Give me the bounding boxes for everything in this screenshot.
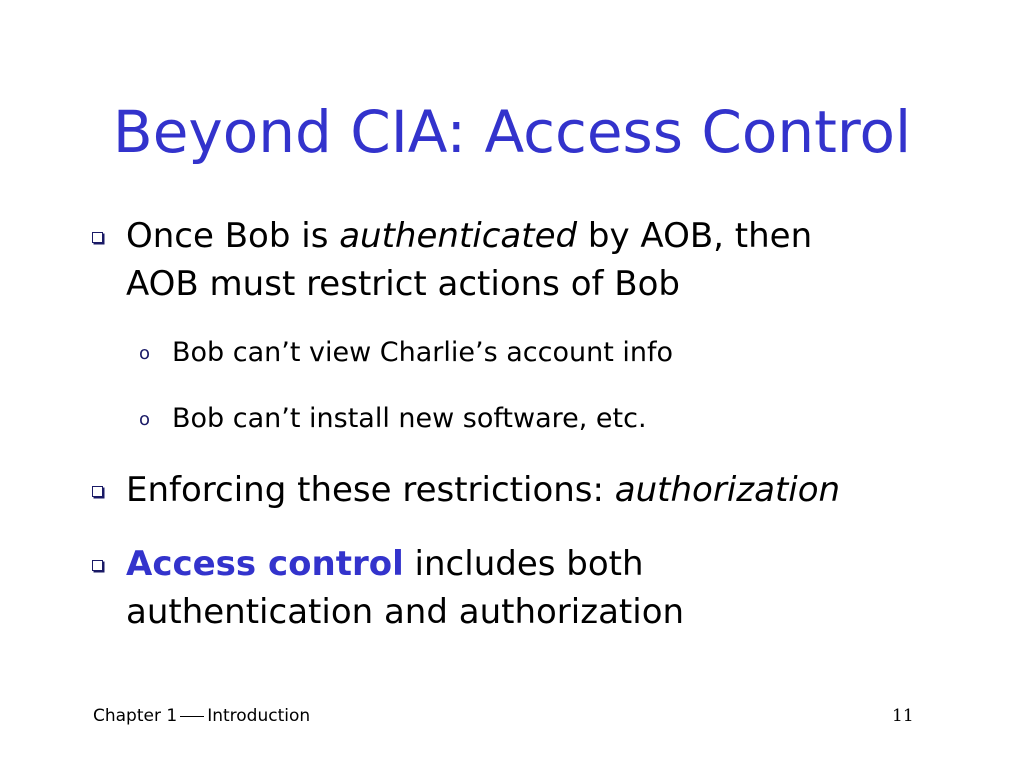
sub-bullet-1: Bob can’t view Charlie’s account info	[172, 337, 674, 368]
sub-bullet-1-marker: o	[139, 343, 151, 364]
bullet-1-text-a: Once Bob is	[126, 216, 340, 256]
footer-dash	[180, 716, 204, 717]
bullet-3-line-2: authentication and authorization	[126, 592, 685, 632]
page-number: 11	[892, 706, 914, 726]
footer-chapter-label: Chapter 1	[93, 706, 178, 726]
square-bullet-icon	[92, 232, 103, 243]
footer-chapter	[93, 706, 310, 726]
square-bullet-icon	[92, 560, 103, 571]
bullet-1-emphasis: authenticated	[339, 216, 578, 256]
sub-bullet-2: Bob can’t install new software, etc.	[172, 403, 647, 434]
bullet-2	[126, 466, 840, 514]
bullet-2-text: Enforcing these restrictions:	[126, 470, 615, 510]
slide-title: Beyond CIA: Access Control	[112, 98, 912, 166]
square-bullet-icon	[92, 486, 103, 497]
footer-section-label: Introduction	[207, 706, 311, 726]
bullet-1-line-2: AOB must restrict actions of Bob	[126, 264, 680, 304]
bullet-3-text-b: includes both	[403, 544, 644, 584]
bullet-3-accent: Access control	[126, 544, 404, 584]
bullet-3-line-1	[126, 540, 644, 588]
bullet-1-line-1	[126, 212, 812, 260]
bullet-1-text-b: by AOB, then	[577, 216, 813, 256]
bullet-2-emphasis: authorization	[614, 470, 841, 510]
sub-bullet-2-marker: o	[139, 409, 151, 430]
